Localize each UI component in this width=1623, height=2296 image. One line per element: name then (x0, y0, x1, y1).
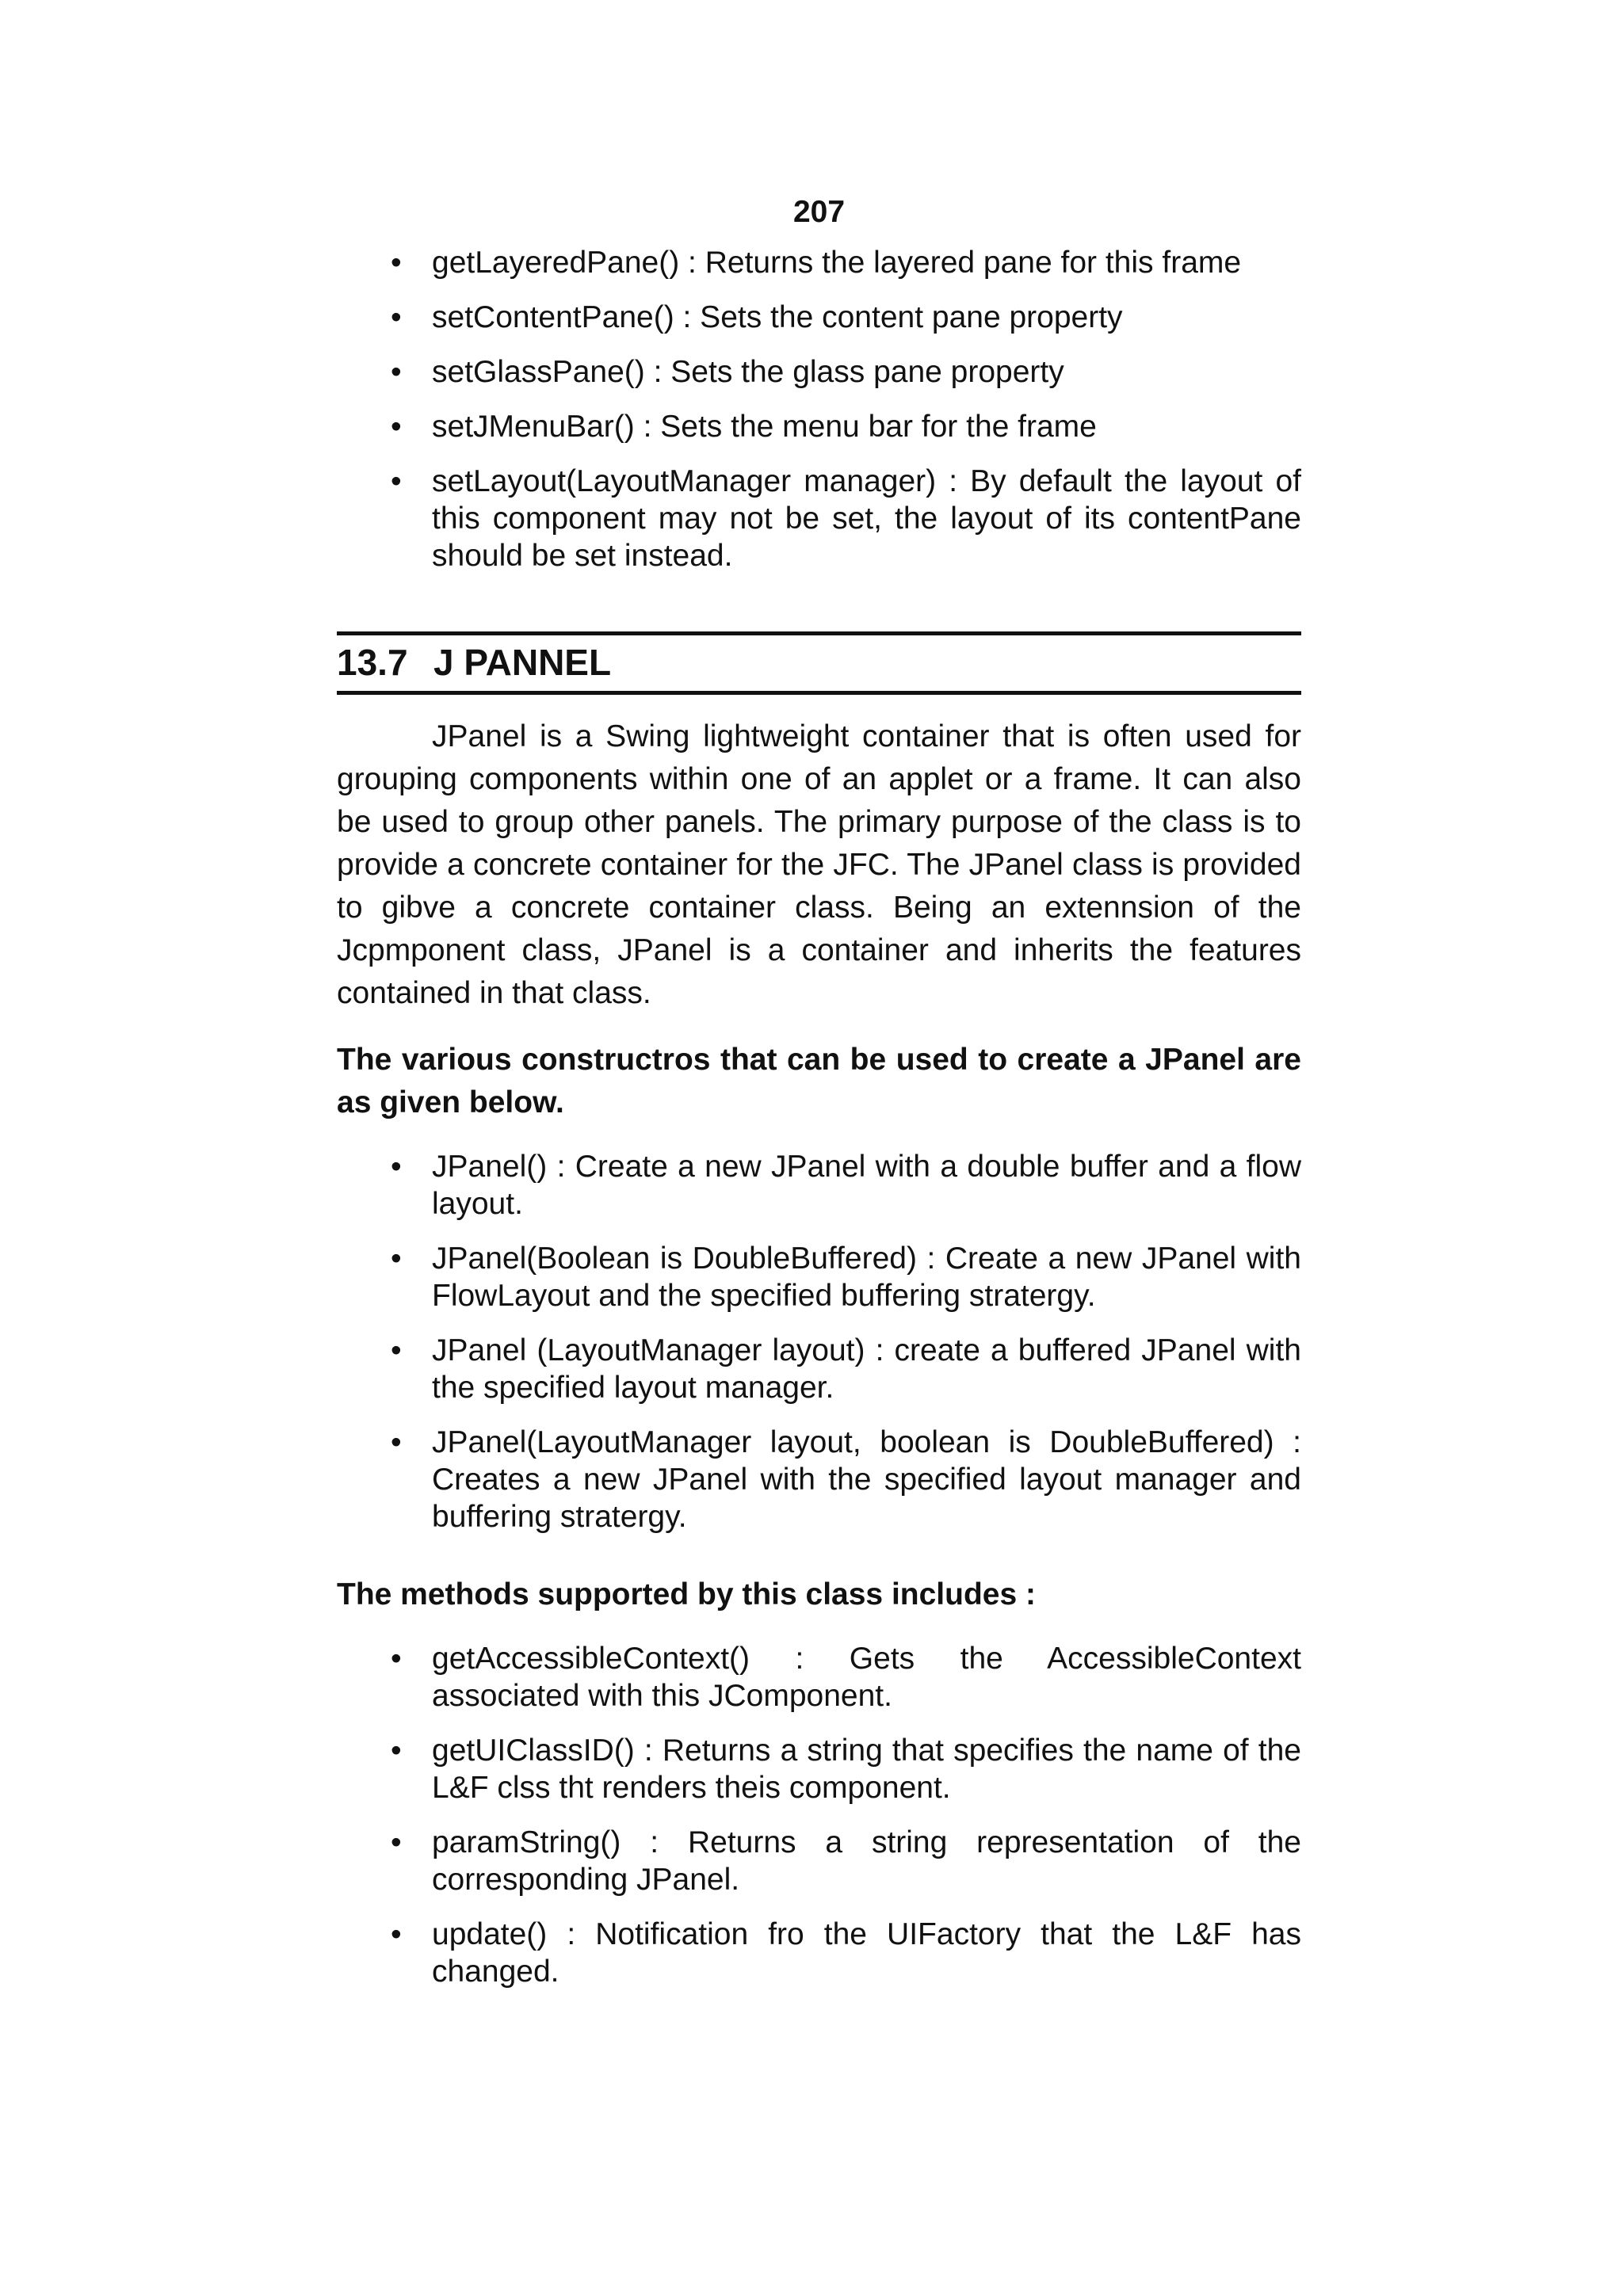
list-item (337, 299, 1301, 336)
bullet-icon: • (391, 1733, 402, 1768)
list-item-text: getAccessibleContext() : Gets the AccessibleContext associated with this JComponent. (432, 1642, 1301, 1713)
list-item (337, 1916, 1301, 1990)
list-item (337, 353, 1301, 391)
bullet-icon: • (391, 464, 402, 498)
list-item (337, 1148, 1301, 1222)
list-item (337, 244, 1301, 281)
bullet-icon: • (391, 410, 402, 444)
constructors-heading: The various constructros that can be used to create a JPanel are as given below. (337, 1043, 1301, 1119)
list-item-text: setJMenuBar() : Sets the menu bar for the frame (432, 410, 1097, 444)
frame-methods-list (337, 244, 1301, 574)
constructors-list (337, 1148, 1301, 1535)
bullet-icon: • (391, 246, 402, 280)
bullet-icon: • (391, 1917, 402, 1951)
list-item (337, 1240, 1301, 1314)
intro-paragraph: JPanel is a Swing lightweight container that is often used for grouping components within one of an applet or a frame. It can also be used to group other panels. The primary purpose of the class is to provide a concrete container for the JFC. The JPanel class is provided to gibve a concrete container class. Being an extennsion of the Jcpmponent class, JPanel is a container and inherits the features contained in that class. (337, 719, 1301, 1010)
section-heading (337, 631, 1301, 695)
list-item-text: paramString() : Returns a string representation of the corresponding JPanel. (432, 1825, 1301, 1897)
list-item-text: setGlassPane() : Sets the glass pane property (432, 355, 1064, 389)
list-item-text: update() : Notification fro the UIFactory that the L&F has changed. (432, 1917, 1301, 1989)
bullet-icon: • (391, 1150, 402, 1184)
list-item-text: JPanel() : Create a new JPanel with a double buffer and a flow layout. (432, 1150, 1301, 1221)
list-item-text: getUIClassID() : Returns a string that specifies the name of the L&F clss tht renders theis component. (432, 1733, 1301, 1805)
bullet-icon: • (391, 300, 402, 334)
list-item (337, 1640, 1301, 1714)
list-item (337, 1424, 1301, 1535)
page-number: 207 (792, 195, 846, 229)
section-number: 13.7 (337, 642, 408, 683)
methods-heading: The methods supported by this class includes : (337, 1577, 1036, 1611)
bullet-icon: • (391, 1241, 402, 1276)
section-title: J PANNEL (433, 642, 612, 683)
bullet-icon: • (391, 355, 402, 389)
bullet-icon: • (391, 1825, 402, 1859)
list-item-text: setLayout(LayoutManager manager) : By default the layout of this component may not be set, the layout of its contentPane should be set instead. (432, 464, 1301, 573)
list-item (337, 1732, 1301, 1806)
bullet-icon: • (391, 1425, 402, 1459)
list-item-text: getLayeredPane() : Returns the layered pane for this frame (432, 246, 1242, 280)
list-item-text: JPanel(Boolean is DoubleBuffered) : Create a new JPanel with FlowLayout and the specified buffering stratergy. (432, 1241, 1301, 1313)
list-item (337, 1332, 1301, 1406)
list-item (337, 1824, 1301, 1898)
list-item (337, 408, 1301, 445)
list-item-text: setContentPane() : Sets the content pane property (432, 300, 1123, 334)
bullet-icon: • (391, 1333, 402, 1367)
list-item (337, 463, 1301, 574)
document-page (337, 190, 1301, 2008)
methods-list (337, 1640, 1301, 1990)
bullet-icon: • (391, 1642, 402, 1676)
list-item-text: JPanel(LayoutManager layout, boolean is DoubleBuffered) : Creates a new JPanel with the specified layout manager and buffering stratergy. (432, 1425, 1301, 1534)
list-item-text: JPanel (LayoutManager layout) : create a buffered JPanel with the specified layout manager. (432, 1333, 1301, 1405)
